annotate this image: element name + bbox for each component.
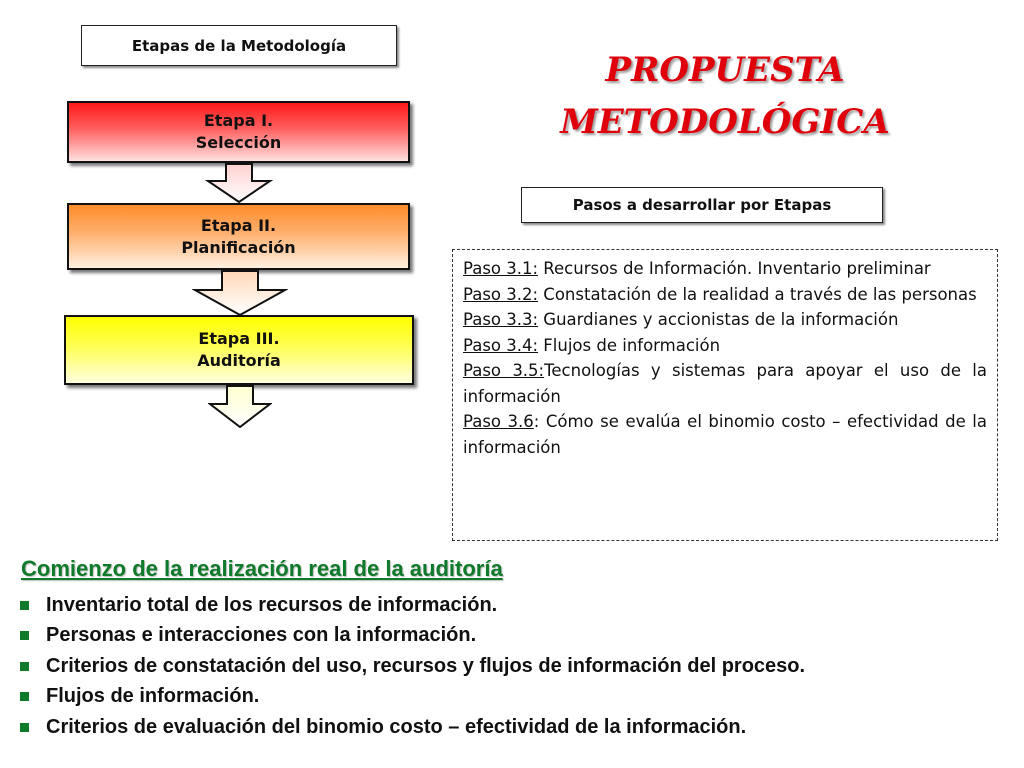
- step-text: Tecnologías y sistemas para apoyar el uso de la información: [463, 361, 988, 406]
- stage-1-box: [67, 101, 410, 163]
- bullet-text: Flujos de información.: [46, 685, 260, 708]
- step-item: [463, 333, 987, 359]
- bullet-text: Inventario total de los recursos de información.: [46, 593, 498, 616]
- down-arrow-icon: [192, 270, 288, 316]
- stage-3-box: [64, 315, 414, 385]
- square-bullet-icon: [20, 631, 29, 640]
- list-item: [20, 590, 805, 621]
- audit-bullet-list: [20, 590, 805, 743]
- stage-2-box: [67, 203, 410, 270]
- square-bullet-icon: [20, 723, 29, 732]
- step-text: Guardianes y accionistas de la información: [538, 310, 899, 329]
- stage-2-line1: Etapa II.: [200, 215, 277, 235]
- main-title-line2: METODOLÓGICA: [560, 102, 890, 142]
- list-item: [20, 712, 805, 743]
- audit-section-title: Comienzo de la realización real de la auditoría: [21, 556, 503, 581]
- list-item: [20, 682, 805, 713]
- stages-box-title: Etapas de la Metodología: [81, 25, 397, 66]
- step-item: [463, 282, 987, 308]
- bullet-text: Criterios de evaluación del binomio costo – efectividad de la información.: [46, 715, 747, 738]
- step-text: : Cómo se evalúa el binomio costo – efectividad de la información: [463, 412, 987, 457]
- down-arrow-icon: [204, 163, 274, 203]
- square-bullet-icon: [20, 692, 29, 701]
- stage-3-line2: Auditoría: [197, 351, 281, 370]
- stage-1-line2: Selección: [195, 133, 282, 152]
- step-label: Paso 3.6: [463, 412, 534, 431]
- steps-box-title: Pasos a desarrollar por Etapas: [521, 187, 883, 223]
- stage-2-line2: Planificación: [181, 237, 296, 257]
- step-label: Paso 3.2:: [463, 284, 539, 304]
- step-label: Paso 3.3:: [463, 310, 539, 329]
- step-text: Constatación de la realidad a través de las personas: [538, 284, 977, 304]
- down-arrow-icon: [208, 385, 272, 429]
- step-item: [463, 307, 987, 333]
- step-label: Paso 3.4:: [463, 335, 539, 355]
- main-title-line1: PROPUESTA: [605, 50, 845, 90]
- step-item: [463, 409, 987, 460]
- step-label: Paso 3.1:: [463, 259, 539, 278]
- square-bullet-icon: [20, 601, 29, 610]
- step-text: Recursos de Información. Inventario preliminar: [538, 259, 931, 278]
- bullet-text: Criterios de constatación del uso, recursos y flujos de información del proceso.: [46, 654, 806, 677]
- step-item: [463, 358, 987, 409]
- step-text: Flujos de información: [538, 335, 721, 355]
- list-item: [20, 651, 805, 682]
- stage-1-line1: Etapa I.: [203, 111, 274, 130]
- stage-3-line1: Etapa III.: [198, 329, 280, 348]
- steps-list: [452, 249, 998, 541]
- step-label: Paso 3.5:: [463, 361, 545, 380]
- step-item: [463, 256, 987, 282]
- main-title: [520, 44, 930, 148]
- list-item: [20, 621, 805, 652]
- bullet-text: Personas e interacciones con la información.: [46, 624, 477, 647]
- square-bullet-icon: [20, 662, 29, 671]
